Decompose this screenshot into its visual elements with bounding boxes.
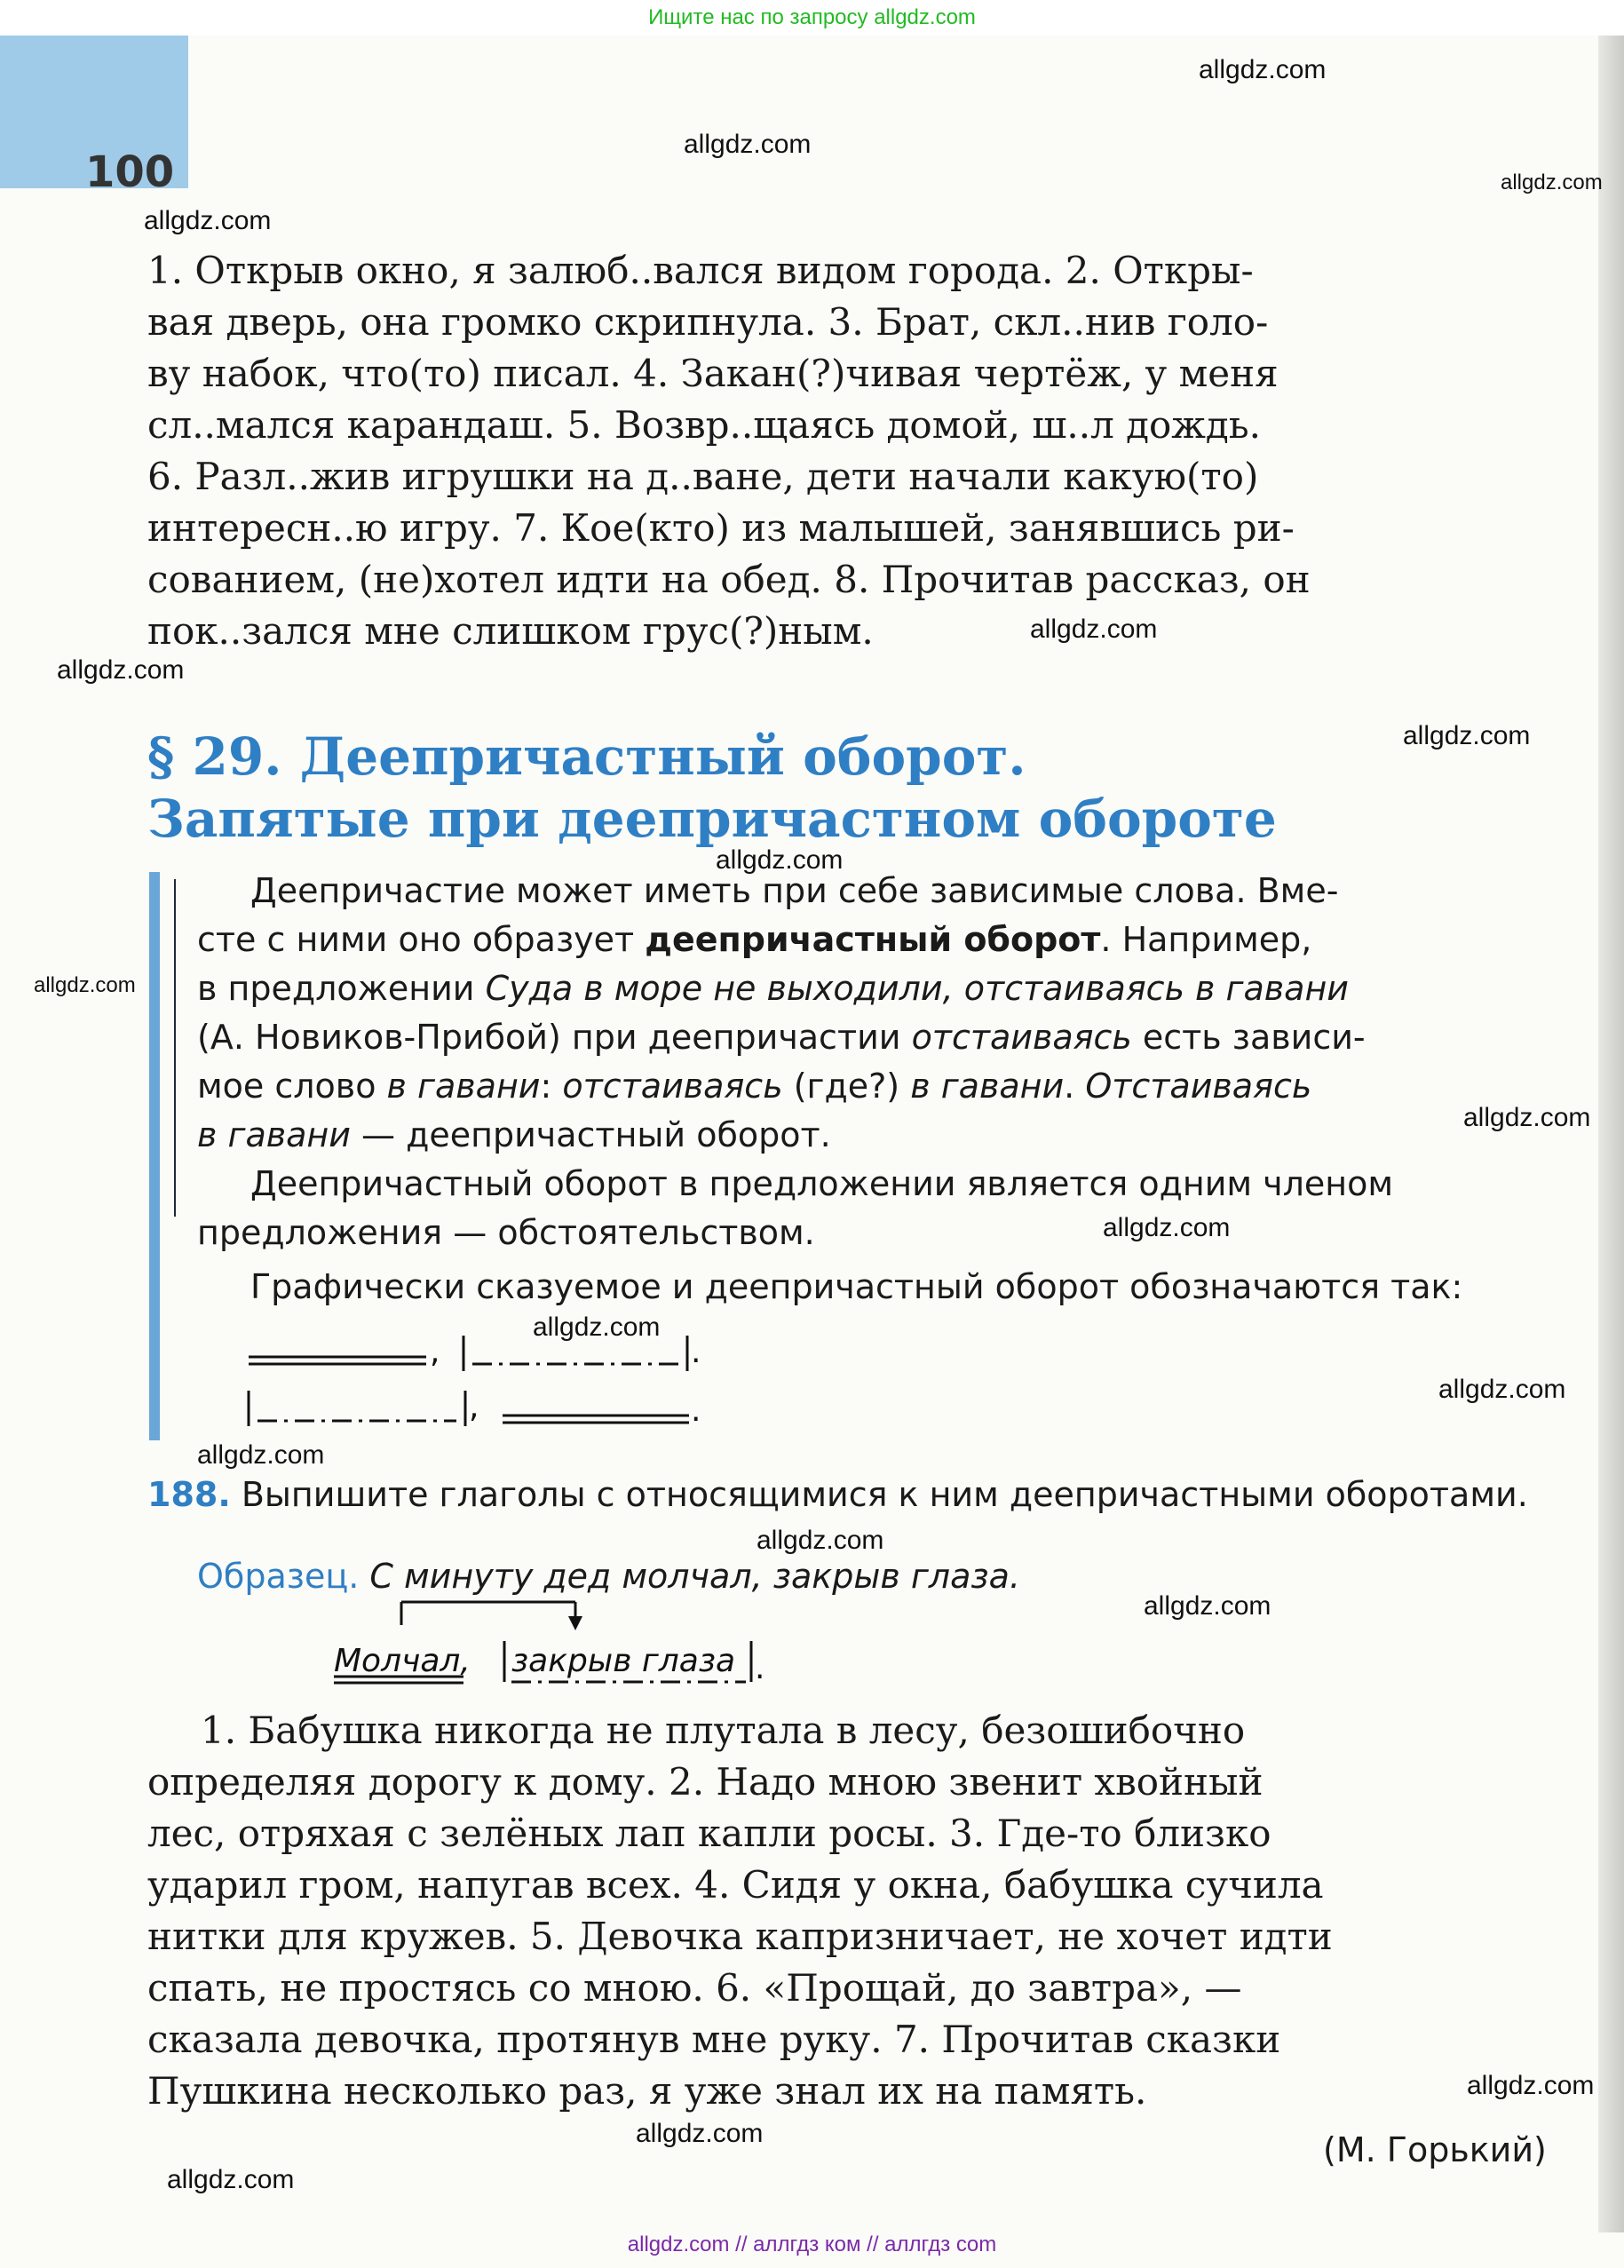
- rule-line: [197, 964, 1556, 1013]
- example: в гавани: [910, 1067, 1065, 1106]
- scheme-arrow: [401, 1602, 582, 1630]
- watermark[interactable]: allgdz.com: [716, 845, 844, 875]
- comma: ,: [469, 1389, 479, 1425]
- text: :: [540, 1067, 563, 1106]
- text: — деепричастный оборот.: [350, 1115, 831, 1154]
- exercise-188-text: [147, 1705, 1552, 2117]
- rule-line: Графически сказуемое и деепричастный оборот обозначаются так:: [250, 1267, 1463, 1306]
- example: Отстаиваясь: [1085, 1067, 1312, 1106]
- watermark[interactable]: allgdz.com: [167, 2165, 295, 2194]
- watermark[interactable]: allgdz.com: [1438, 1375, 1566, 1404]
- text-line: 1. Открыв окно, я залюб..вался видом города. 2. Откры-: [147, 249, 1254, 292]
- text-line: сованием, (не)хотел идти на обед. 8. Прочитав рассказ, он: [147, 558, 1311, 601]
- watermark[interactable]: allgdz.com: [57, 655, 185, 685]
- text-line: нитки для кружев. 5. Девочка капризничает, не хочет идти: [147, 1915, 1333, 1958]
- example: в гавани: [197, 1115, 351, 1154]
- period: .: [691, 1334, 701, 1370]
- footer-links[interactable]: allgdz.com // аллгдз ком // аллгдз com: [627, 2232, 997, 2256]
- watermark[interactable]: allgdz.com: [1403, 721, 1531, 750]
- rule-line: [197, 1013, 1556, 1062]
- watermark[interactable]: allgdz.com: [533, 1312, 661, 1342]
- rule-marker-bar: [149, 872, 160, 1440]
- text-line: определяя дорогу к дому. 2. Надо мною звенит хвойный: [147, 1760, 1264, 1804]
- watermark[interactable]: allgdz.com: [144, 206, 272, 235]
- rule-marker-line: [174, 879, 176, 1217]
- period: .: [755, 1650, 765, 1686]
- period: .: [691, 1392, 701, 1429]
- exercise-author: (М. Горький): [1323, 2130, 1547, 2169]
- scheme-predicate: Молчал,: [334, 1643, 471, 1679]
- exercise-number: 188.: [147, 1475, 231, 1514]
- watermark[interactable]: allgdz.com: [684, 130, 812, 159]
- sample-text: С минуту дед молчал, закрыв глаза.: [369, 1557, 1020, 1596]
- scheme-row-1: [249, 1334, 701, 1371]
- example: в гавани: [386, 1067, 541, 1106]
- sample-label: Образец.: [197, 1557, 360, 1596]
- rule-line: [197, 1062, 1556, 1111]
- text-line: сказала девочка, протянув мне руку. 7. Прочитав сказки: [147, 2018, 1281, 2061]
- page-number: 100: [85, 147, 175, 197]
- watermark[interactable]: allgdz.com: [1030, 615, 1158, 644]
- section-title-line1: § 29. Деепричастный оборот.: [147, 726, 1026, 787]
- text-line: спать, не простясь со мною. 6. «Прощай, до завтра», —: [147, 1966, 1242, 2010]
- text: (где?): [782, 1067, 911, 1106]
- text-line: 6. Разл..жив игрушки на д..ване, дети начали какую(то): [147, 455, 1259, 498]
- text-line: лес, отряхая с зелёных лап капли росы. 3. Где-то близко: [147, 1812, 1271, 1855]
- exercise-task: Выпишите глаголы с относящимися к ним деепричастными оборотами.: [241, 1475, 1528, 1514]
- watermark[interactable]: allgdz.com: [757, 1526, 884, 1555]
- watermark[interactable]: allgdz.com: [1501, 170, 1603, 194]
- rule-line: предложения — обстоятельством.: [197, 1213, 815, 1252]
- text-line: ву набок, что(то) писал. 4. Закан(?)чивая чертёж, у меня: [147, 352, 1279, 395]
- scan-edge: [1598, 36, 1624, 2232]
- watermark[interactable]: allgdz.com: [34, 973, 136, 997]
- comma: ,: [430, 1334, 440, 1370]
- watermark[interactable]: allgdz.com: [636, 2119, 764, 2148]
- watermark[interactable]: allgdz.com: [197, 1440, 325, 1470]
- text: есть зависи-: [1131, 1018, 1366, 1057]
- scheme-row-2: [249, 1389, 701, 1429]
- exercise-188-task: [147, 1471, 1559, 1519]
- text: (А. Новиков-Прибой) при деепричастии: [197, 1018, 912, 1057]
- syntax-scheme: [240, 1332, 719, 1447]
- text-line: вая дверь, она громко скрипнула. 3. Брат, скл..нив голо-: [147, 300, 1269, 344]
- text: в предложении: [197, 969, 486, 1008]
- text-line: сл..мался карандаш. 5. Возвр..щаясь домой, ш..л дождь.: [147, 403, 1261, 447]
- section-title-line2: Запятые при деепричастном обороте: [147, 789, 1277, 849]
- rule-line: Деепричастный оборот в предложении является одним членом: [250, 1164, 1394, 1203]
- text: мое слово: [197, 1067, 387, 1106]
- example: отстаиваясь: [911, 1018, 1132, 1057]
- watermark[interactable]: allgdz.com: [1144, 1591, 1271, 1621]
- example: отстаиваясь: [562, 1067, 783, 1106]
- watermark[interactable]: allgdz.com: [1463, 1103, 1591, 1132]
- watermark[interactable]: allgdz.com: [1467, 2071, 1595, 2100]
- scheme-circumstance: закрыв глаза: [511, 1643, 736, 1679]
- text: . Например,: [1100, 920, 1312, 959]
- rule-line: [197, 1111, 1556, 1160]
- rule-line: Деепричастие может иметь при себе зависимые слова. Вме-: [250, 871, 1339, 910]
- text-line: Пушкина несколько раз, я уже знал их на память.: [147, 2069, 1147, 2113]
- rule-line: [197, 916, 1556, 964]
- rule-text: [197, 867, 1556, 1312]
- text-line: интересн..ю игру. 7. Кое(кто) из малышей, занявшись ри-: [147, 506, 1295, 550]
- text-line: пок..зался мне слишком грус(?)ным.: [147, 609, 874, 653]
- text: .: [1064, 1067, 1086, 1106]
- top-banner-link[interactable]: Ищите нас по запросу allgdz.com: [648, 5, 976, 29]
- example: Суда в море не выходили, отстаиваясь в гавани: [485, 969, 1349, 1008]
- watermark[interactable]: allgdz.com: [1199, 55, 1327, 84]
- term: деепричастный оборот: [645, 920, 1101, 959]
- sample-scheme: [330, 1590, 792, 1687]
- text-line: 1. Бабушка никогда не плутала в лесу, безошибочно: [201, 1709, 1246, 1752]
- watermark[interactable]: allgdz.com: [1103, 1213, 1231, 1242]
- exercise-text: [147, 245, 1552, 657]
- text: сте с ними оно образует: [197, 920, 646, 959]
- text-line: ударил гром, напугав всех. 4. Сидя у окна, бабушка сучила: [147, 1863, 1324, 1907]
